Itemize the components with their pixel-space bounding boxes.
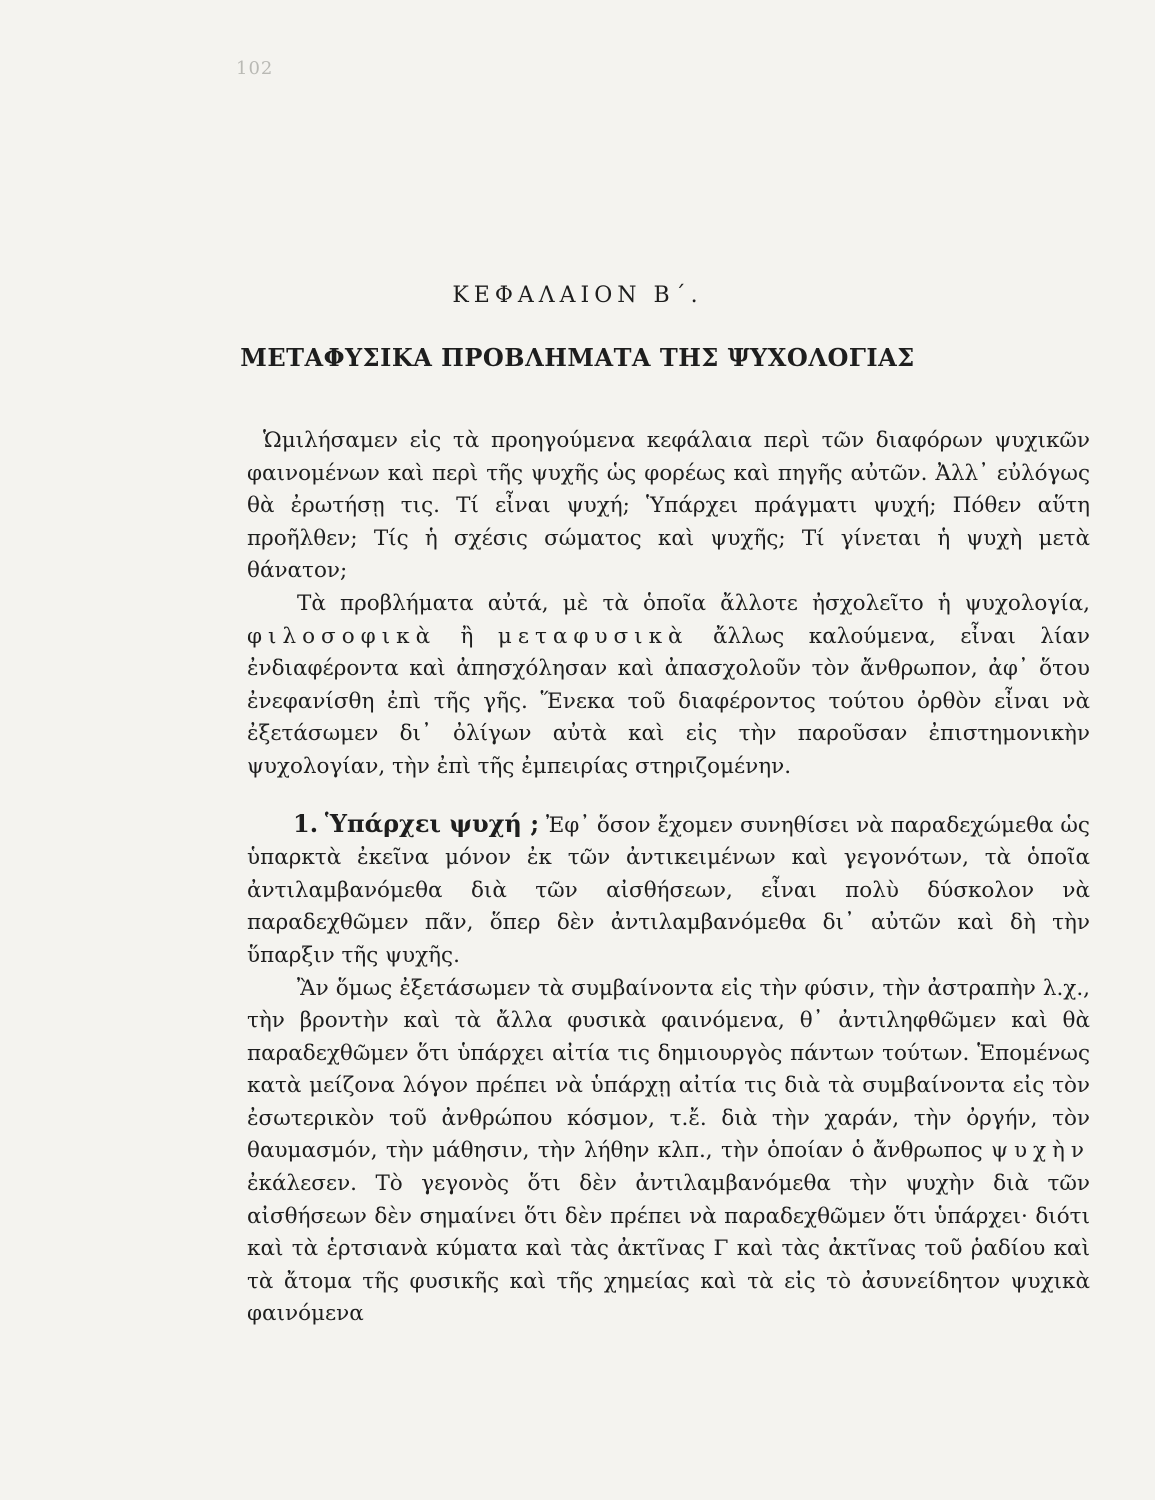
spaced-term-metaphysical: μεταφυσικὰ xyxy=(497,623,689,649)
section-heading: Ὑπάρχει ψυχή ; xyxy=(324,808,540,838)
paragraph-2-part-a: Τὰ προβλήματα αὐτά, μὲ τὰ ὁποῖα ἄλλοτε ἠσχολεῖτο ἡ ψυχολογία, xyxy=(297,590,1090,616)
body-text xyxy=(247,425,1090,1331)
paragraph-4-part-a: Ἂν ὅμως ἐξετάσωμεν τὰ συμβαίνοντα εἰς τὴν φύσιν, τὴν ἀστραπὴν λ.χ., τὴν βροντὴν καὶ τὰ ἄλλα φυσικὰ φαινόμενα, θ᾽ ἀντιληφθῶμεν καὶ θὰ παραδεχθῶμεν ὅτι ὑπάρχει αἰτία τις δημιουργὸς πάντων τούτων. Ἑπομένως κατὰ μείζονα λόγον πρέπει νὰ ὑπάρχῃ αἰτία τις διὰ τὰ συμβαίνοντα εἰς τὸν ἐσωτερικὸν τοῦ ἀνθρώπου κόσμον, τ.ἔ. διὰ τὴν χαράν, τὴν ὀργήν, τὸν θαυμασμόν, τὴν μάθησιν, τὴν λήθην κλπ., τὴν ὁποίαν ὁ ἄνθρωπος xyxy=(247,975,1090,1164)
section-1-paragraph xyxy=(247,808,1090,973)
paragraph-2-part-b: ἢ xyxy=(460,623,474,649)
paragraph-4 xyxy=(247,973,1090,1332)
chapter-title: ΜΕΤΑΦΥΣΙΚΑ ΠΡΟΒΛΗΜΑΤΑ ΤΗΣ ΨΥΧΟΛΟΓΙΑΣ xyxy=(240,343,915,372)
paragraph-3: Ἐφ᾽ ὅσον ἔχομεν συνηθίσει νὰ παραδεχώμεθα ὡς ὑπαρκτὰ ἐκεῖνα μόνον ἐκ τῶν ἀντικειμένων καὶ γεγονότων, τὰ ὁποῖα ἀντιλαμβανόμεθα διὰ τῶν αἰσθήσεων, εἶναι πολὺ δύσκολον νὰ παραδεχθῶμεν πᾶν, ὅπερ δὲν ἀντιλαμβανόμεθα δι᾽ αὐτῶν καὶ δὴ τὴν ὕπαρξιν τῆς ψυχῆς. xyxy=(247,812,1090,968)
page-number: 102 xyxy=(236,58,274,79)
paragraph-2 xyxy=(247,588,1090,784)
paragraph-1: Ὡμιλήσαμεν εἰς τὰ προηγούμενα κεφάλαια περὶ τῶν διαφόρων ψυχικῶν φαινομένων καὶ περὶ τῆς ψυχῆς ὡς φορέως καὶ πηγῆς αὐτῶν. Ἀλλ᾽ εὐλόγως θὰ ἐρωτήσῃ τις. Τί εἶναι ψυχή; Ὑπάρχει πράγματι ψυχή; Πόθεν αὕτη προῆλθεν; Τίς ἡ σχέσις σώματος καὶ ψυχῆς; Τί γίνεται ἡ ψυχὴ μετὰ θάνατον; xyxy=(247,428,1090,584)
chapter-label: ΚΕΦΑΛΑΙΟΝ Β΄. xyxy=(452,283,703,308)
spaced-term-soul: ψυχὴν xyxy=(991,1138,1090,1164)
section-number: 1. xyxy=(293,808,319,838)
paragraph-4-part-b: ἐκάλεσεν. Τὸ γεγονὸς ὅτι δὲν ἀντιλαμβανόμεθα τὴν ψυχὴν διὰ τῶν αἰσθήσεων δὲν σημαίνει ὅτι δὲν πρέπει νὰ παραδεχθῶμεν ὅτι ὑπάρχει· διότι καὶ τὰ ἑρτσιανὰ κύματα καὶ τὰς ἀκτῖνας Γ καὶ τὰς ἀκτῖνας τοῦ ῥαδίου καὶ τὰ ἄτομα τῆς φυσικῆς καὶ τῆς χημείας καὶ τὰ εἰς τὸ ἀσυνείδητον ψυχικὰ φαινόμενα xyxy=(247,1171,1090,1327)
paragraph-2-part-c: ἄλλως καλούμενα, εἶναι λίαν ἐνδιαφέροντα καὶ ἀπησχόλησαν καὶ ἀπασχολοῦν τὸν ἄνθρωπον, ἀφ᾽ ὅτου ἐνεφανίσθη ἐπὶ τῆς γῆς. Ἕνεκα τοῦ διαφέροντος τούτου ὀρθὸν εἶναι νὰ ἐξετάσωμεν δι᾽ ὀλίγων αὐτὰ καὶ εἰς τὴν παροῦσαν ἐπιστημονικὴν ψυχολογίαν, τὴν ἐπὶ τῆς ἐμπειρίας στηριζομένην. xyxy=(247,623,1090,779)
spaced-term-philosophical: φιλοσοφικὰ xyxy=(247,623,437,649)
